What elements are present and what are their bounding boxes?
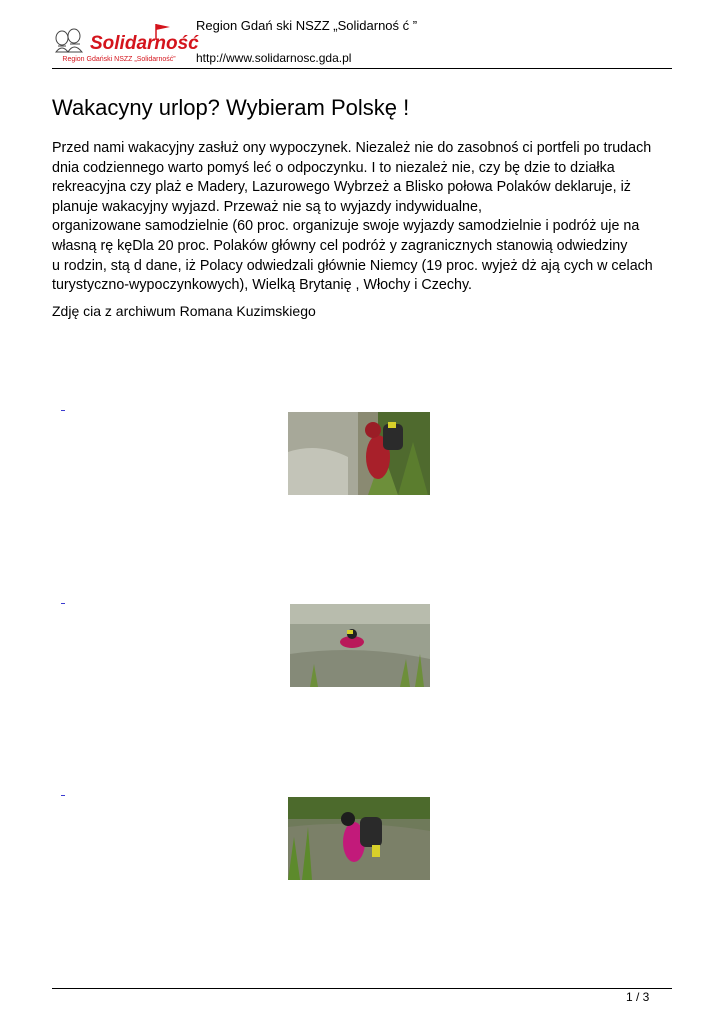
body-line: Przed nami wakacyjny zasłuż ony wypoczynek. Niezależ nie do zasobnoś ci portfeli po trudach [52,140,652,156]
page-number: 1 / 3 [626,990,650,1004]
body-line: planuje wakacyjny wyjazd. Przeważ nie są to wyjazdy indywidualne, [52,198,482,215]
diver-photo-1[interactable] [288,412,430,495]
body-line: rekreacyjna czy plaż e Madery, Lazurowego Wybrzeż a Blisko połowa Polaków deklaruje, iż [52,179,631,196]
body-line: organizowane samodzielnie (60 proc. organizuje swoje wyjazdy samodzielnie i podróż uje na [52,218,640,235]
footer-divider [52,988,672,989]
body-line: u rodzin, stą d dane, iż Polacy odwiedzali głównie Niemcy (19 proc. wyjeż dż ają cych w celach [52,257,653,274]
body-line: własną rę kęDla 20 proc. Polaków główny cel podróż y zagranicznych stanowią odwiedziny [52,237,628,254]
article-body [52,139,688,296]
body-line: dnia codziennego warto pomyś leć o odpoczynku. I to niezależ nie, czy bę dzie to działka [52,159,615,176]
article-title: Wakacyny urlop? Wybieram Polskę ! [52,95,410,120]
photo-link-marker[interactable] [61,795,65,796]
site-url-link[interactable]: http://www.solidarnosc.gda.pl [196,51,352,65]
photo-caption: Zdję cia z archiwum Romana Kuzimskiego [52,303,316,319]
header-divider [52,68,672,69]
photo-link-marker[interactable] [61,410,65,411]
organization-name: Region Gdań ski NSZZ „Solidarnoś ć ” [196,18,418,33]
body-line: turystyczno-wypoczynkowych), Wielką Brytanię , Włochy i Czechy. [52,277,473,294]
svg-text:Solidarność: Solidarność [90,33,199,54]
diver-photo-2[interactable] [290,604,430,687]
diver-photo-3[interactable] [288,797,430,880]
logo-subtitle: Region Gdański NSZZ „Solidarność” [62,56,176,63]
photo-link-marker[interactable] [61,603,65,604]
